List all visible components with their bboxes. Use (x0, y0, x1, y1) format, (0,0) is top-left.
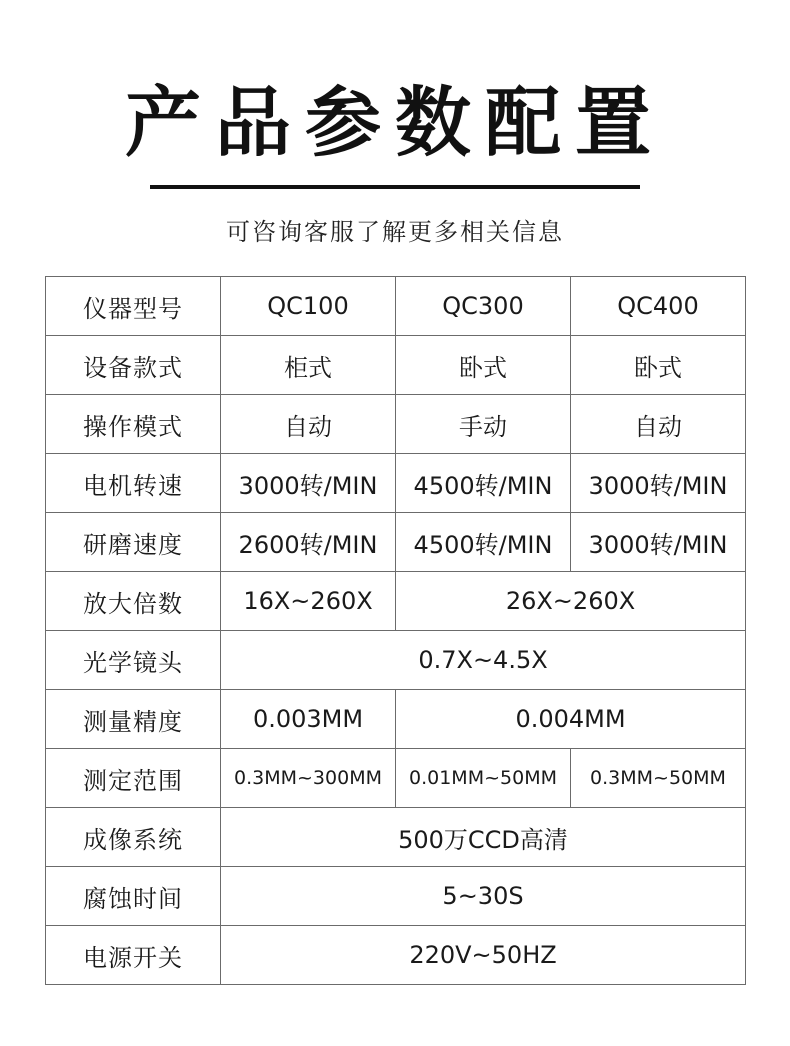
spec-table (45, 276, 746, 985)
table-row-range (46, 749, 746, 808)
row-label-style: 设备款式 (46, 336, 221, 395)
cell-power-all: 220V~50HZ (221, 926, 746, 985)
row-label-etching-time: 腐蚀时间 (46, 867, 221, 926)
cell-style-qc300: 卧式 (396, 336, 571, 395)
cell-mode-qc300: 手动 (396, 395, 571, 454)
row-label-motor-speed: 电机转速 (46, 454, 221, 513)
cell-motor-speed-qc100: 3000转/MIN (221, 454, 396, 513)
title-underline (150, 185, 640, 189)
table-row-lens (46, 631, 746, 690)
cell-motor-speed-qc300: 4500转/MIN (396, 454, 571, 513)
cell-style-qc400: 卧式 (571, 336, 746, 395)
cell-imaging-all: 500万CCD高清 (221, 808, 746, 867)
cell-precision-qc300-qc400: 0.004MM (396, 690, 746, 749)
table-row-motor-speed (46, 454, 746, 513)
cell-style-qc100: 柜式 (221, 336, 396, 395)
table-row-model (46, 277, 746, 336)
cell-grinding-speed-qc300: 4500转/MIN (396, 513, 571, 572)
row-label-model: 仪器型号 (46, 277, 221, 336)
table-row-grinding-speed (46, 513, 746, 572)
table-row-magnification (46, 572, 746, 631)
row-label-precision: 测量精度 (46, 690, 221, 749)
model-qc100: QC100 (221, 277, 396, 336)
cell-grinding-speed-qc100: 2600转/MIN (221, 513, 396, 572)
model-qc300: QC300 (396, 277, 571, 336)
page-title: 产品参数配置 (125, 78, 665, 167)
table-row-power (46, 926, 746, 985)
cell-magnification-qc100: 16X~260X (221, 572, 396, 631)
cell-precision-qc100: 0.003MM (221, 690, 396, 749)
table-row-imaging (46, 808, 746, 867)
row-label-magnification: 放大倍数 (46, 572, 221, 631)
table-row-precision (46, 690, 746, 749)
model-qc400: QC400 (571, 277, 746, 336)
table-row-style (46, 336, 746, 395)
page-subtitle: 可咨询客服了解更多相关信息 (226, 218, 564, 246)
row-label-grinding-speed: 研磨速度 (46, 513, 221, 572)
table-row-etching-time (46, 867, 746, 926)
row-label-power: 电源开关 (46, 926, 221, 985)
row-label-imaging: 成像系统 (46, 808, 221, 867)
cell-range-qc400: 0.3MM~50MM (571, 749, 746, 808)
cell-grinding-speed-qc400: 3000转/MIN (571, 513, 746, 572)
row-label-range: 测定范围 (46, 749, 221, 808)
cell-magnification-qc300-qc400: 26X~260X (396, 572, 746, 631)
row-label-mode: 操作模式 (46, 395, 221, 454)
cell-etching-time-all: 5~30S (221, 867, 746, 926)
cell-range-qc100: 0.3MM~300MM (221, 749, 396, 808)
row-label-lens: 光学镜头 (46, 631, 221, 690)
table-row-mode (46, 395, 746, 454)
cell-mode-qc400: 自动 (571, 395, 746, 454)
cell-motor-speed-qc400: 3000转/MIN (571, 454, 746, 513)
cell-lens-all: 0.7X~4.5X (221, 631, 746, 690)
cell-range-qc300: 0.01MM~50MM (396, 749, 571, 808)
cell-mode-qc100: 自动 (221, 395, 396, 454)
